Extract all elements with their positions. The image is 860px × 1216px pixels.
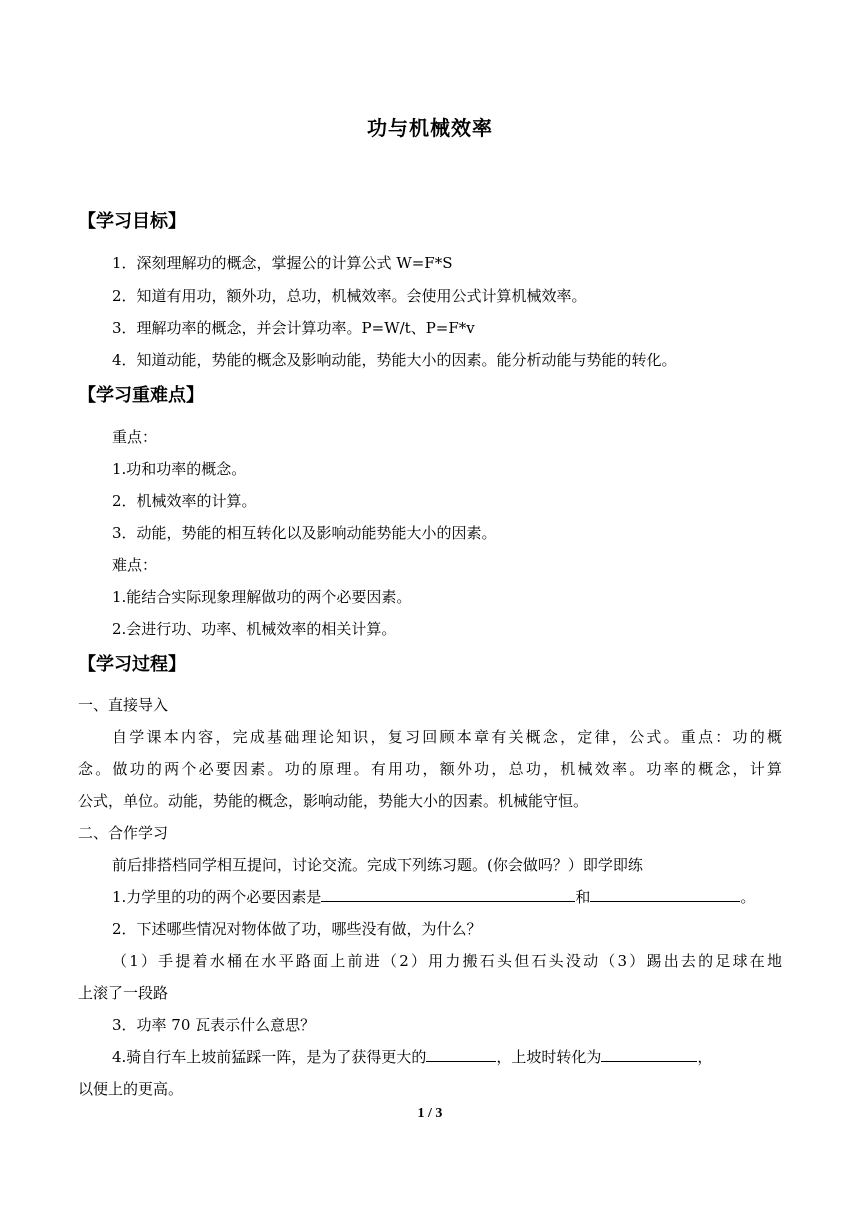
answer-blank-2[interactable] [590,887,740,902]
question-4 [112,1047,712,1067]
part1-paragraph-line-2: 念。做功的两个必要因素。功的原理。有用功，额外功，总功，机械效率。功率的概念，计算 [78,760,782,778]
section-heading-key-points: 【学习重难点】 [78,385,204,406]
answer-blank-4[interactable] [601,1047,697,1062]
question-3: 3．功率 70 瓦表示什么意思？ [112,1016,316,1034]
part1-paragraph-line-1: 自学课本内容，完成基础理论知识，复习回顾本章有关概念，定律，公式。重点：功的概 [112,728,782,746]
part2-heading: 二、合作学习 [78,824,169,842]
difficulty-item-1: 1.能结合实际现象理解做功的两个必要因素。 [112,588,412,606]
question-1-text: 1.力学里的功的两个必要因素是 [112,888,322,906]
question-1-end: 。 [740,888,756,906]
question-1 [112,887,755,907]
focus-item-3: 3．动能，势能的相互转化以及影响动能势能大小的因素。 [112,524,497,542]
goal-item-3: 3．理解功率的概念，并会计算功率。P=W/t、P=F*v [112,319,475,337]
difficulty-label: 难点： [112,556,158,574]
answer-blank-1[interactable] [321,887,575,902]
difficulty-item-2: 2.会进行功、功率、机械效率的相关计算。 [112,620,397,638]
question-1-connector: 和 [575,888,591,906]
goal-item-4: 4．知道动能，势能的概念及影响动能，势能大小的因素。能分析动能与势能的转化。 [112,351,677,369]
section-heading-process: 【学习过程】 [78,654,186,675]
question-4-text: 4.骑自行车上坡前猛踩一阵，是为了获得更大的 [112,1048,427,1066]
focus-item-2: 2．机械效率的计算。 [112,492,257,510]
question-2-detail-line-2: 上滚了一段路 [78,984,169,1002]
question-2-detail-line-1: （1）手提着水桶在水平路面上前进（2）用力搬石头但石头没动（3）踢出去的足球在地 [112,952,782,970]
part2-intro: 前后排搭档同学相互提问，讨论交流。完成下列练习题。(你会做吗？）即学即练 [112,856,643,874]
section-heading-goals: 【学习目标】 [78,211,186,232]
part1-paragraph-line-3: 公式，单位。动能，势能的概念，影响动能，势能大小的因素。机械能守恒。 [78,792,589,810]
focus-item-1: 1.功和功率的概念。 [112,460,247,478]
goal-item-2: 2．知道有用功，额外功，总功，机械效率。会使用公式计算机械效率。 [112,287,587,305]
document-title: 功与机械效率 [367,116,493,140]
question-4-connector: ，上坡时转化为 [496,1048,602,1066]
goal-item-1: 1．深刻理解功的概念，掌握公的计算公式 W=F*S [112,254,453,272]
part1-heading: 一、直接导入 [78,696,169,714]
question-2: 2．下述哪些情况对物体做了功，哪些没有做，为什么？ [112,920,482,938]
page-number: 1 / 3 [417,1106,443,1121]
question-4-continuation: 以便上的更高。 [78,1080,184,1098]
focus-label: 重点： [112,428,158,446]
answer-blank-3[interactable] [426,1047,496,1062]
question-4-end: ， [697,1048,713,1066]
